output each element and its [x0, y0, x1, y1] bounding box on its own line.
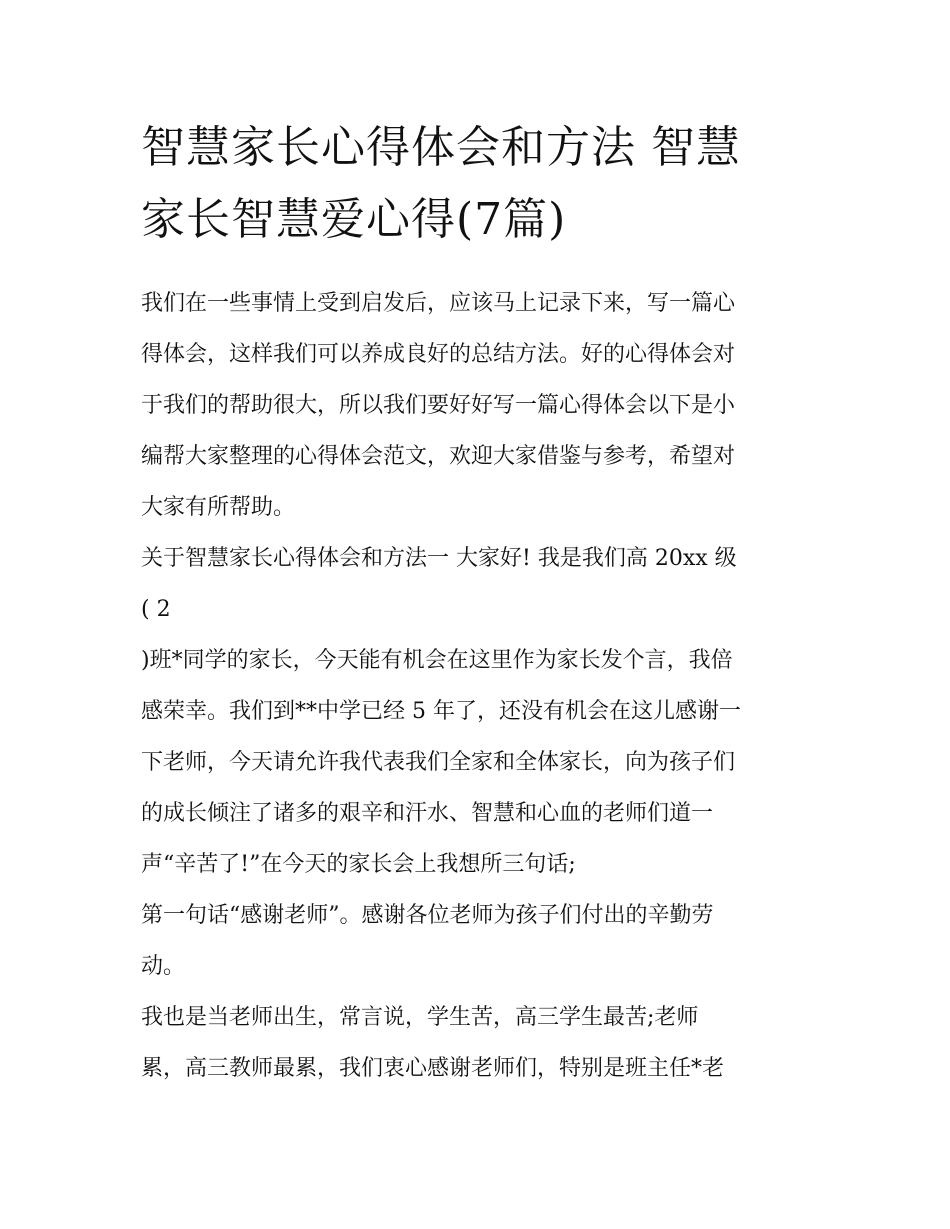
- paragraph-speech-opening: 关于智慧家长心得体会和方法一 大家好! 我是我们高 20xx 级 ( 2 )班*同学的家长，今天能有机会在这里作为家长发个言，我倍 感荣幸。我们到**中学已经 5 年了，还没有机会在这儿感谢一 下老师，今天请允许我代表我们全家和全体家长，向为孩子们 的成长倾注了诸多的艰辛和汗水、智慧和心血的老师们道一 声“辛苦了!”在今天的家长会上我想所三句话;: [141, 546, 741, 877]
- paragraph-first-sentence: 第一句话“感谢老师”。感谢各位老师为孩子们付出的辛勤劳 动。: [141, 903, 714, 979]
- paragraph-intro: 我们在一些事情上受到启发后，应该马上记录下来，写一篇心 得体会，这样我们可以养成良好的总结方法。好的心得体会对 于我们的帮助很大，所以我们要好好写一篇心得体会以下是小 编帮大家整理的心得体会范文，欢迎大家借鉴与参考，希望对 大家有所帮助。: [141, 291, 736, 520]
- paragraph-teacher-thanks: 我也是当老师出生，常言说，学生苦，高三学生最苦;老师 累，高三教师最累，我们衷心感谢老师们，特别是班主任*老: [141, 1005, 725, 1081]
- document-title: 智慧家长心得体会和方法 智慧 家长智慧爱心得(7篇): [141, 122, 741, 245]
- document-body: [141, 112, 821, 1094]
